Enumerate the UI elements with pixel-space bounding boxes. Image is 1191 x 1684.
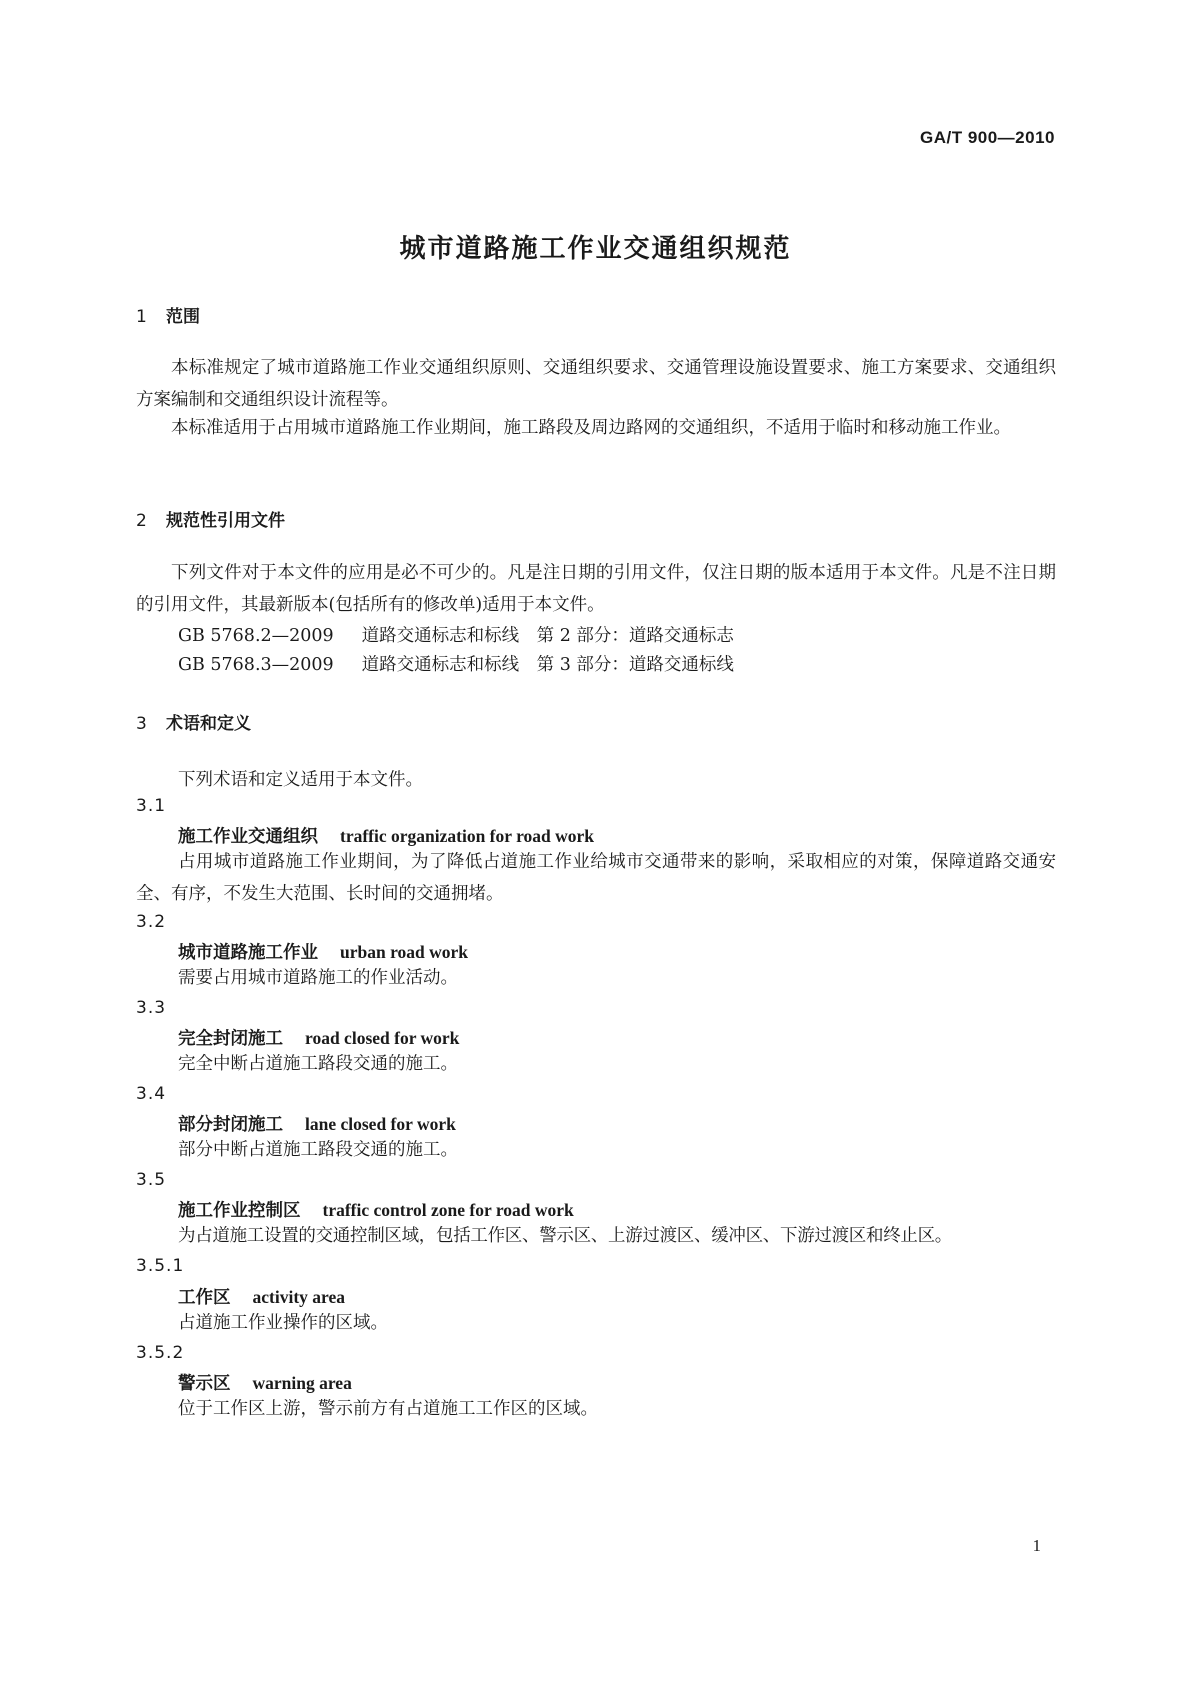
term-number: 3.3: [136, 998, 167, 1018]
term-number: 3.1: [136, 796, 167, 816]
term-heading: [178, 823, 594, 848]
section-2-heading: [136, 506, 285, 531]
term-definition: 占用城市道路施工作业期间，为了降低占道施工作业给城市交通带来的影响，采取相应的对策，保障道路交通安全、有序，不发生大范围、长时间的交通拥堵。: [136, 852, 1056, 904]
term-definition: 占道施工作业操作的区域。: [178, 1313, 388, 1333]
term-en: traffic organization for road work: [340, 826, 595, 846]
term-en: warning area: [252, 1373, 352, 1393]
term-en: activity area: [252, 1287, 345, 1307]
term-cn: 施工作业交通组织: [178, 827, 318, 847]
term-heading: [178, 1197, 574, 1222]
reference-item: [178, 651, 734, 676]
section-number: 1: [136, 307, 147, 327]
term-cn: 施工作业控制区: [178, 1201, 301, 1221]
section-number: 2: [136, 511, 147, 531]
term-heading: [178, 1025, 459, 1050]
section-1-heading: [136, 302, 200, 327]
reference-item: [178, 622, 734, 647]
term-number: 3.4: [136, 1084, 167, 1104]
reference-title: 道路交通标志和标线 第 2 部分：道路交通标志: [361, 626, 734, 646]
term-heading: [178, 1284, 345, 1309]
page-number: 1: [1032, 1536, 1041, 1555]
term-number: 3.5.1: [136, 1256, 185, 1276]
term-number: 3.2: [136, 912, 167, 932]
term-definition: 为占道施工设置的交通控制区域，包括工作区、警示区、上游过渡区、缓冲区、下游过渡区和终止区。: [178, 1226, 952, 1246]
term-en: lane closed for work: [305, 1114, 456, 1134]
term-cn: 警示区: [178, 1374, 231, 1394]
term-cn: 城市道路施工作业: [178, 943, 318, 963]
term-en: traffic control zone for road work: [322, 1200, 574, 1220]
term-number: 3.5: [136, 1170, 167, 1190]
term-en: road closed for work: [305, 1028, 460, 1048]
term-definition: 需要占用城市道路施工的作业活动。: [178, 968, 458, 988]
paragraph: 下列文件对于本文件的应用是必不可少的。凡是注日期的引用文件，仅注日期的版本适用于本文件。凡是不注日期的引用文件，其最新版本(包括所有的修改单)适用于本文件。: [136, 563, 1056, 615]
term-definition: 完全中断占道施工路段交通的施工。: [178, 1054, 458, 1074]
term-heading: [178, 1370, 352, 1395]
term-number: 3.5.2: [136, 1343, 185, 1363]
section-title: 范围: [166, 307, 200, 327]
term-cn: 工作区: [178, 1288, 231, 1308]
paragraph: 本标准规定了城市道路施工作业交通组织原则、交通组织要求、交通管理设施设置要求、施工方案要求、交通组织方案编制和交通组织设计流程等。: [136, 358, 1056, 410]
term-cn: 部分封闭施工: [178, 1115, 283, 1135]
term-en: urban road work: [340, 942, 469, 962]
term-heading: [178, 1111, 456, 1136]
reference-title: 道路交通标志和标线 第 3 部分：道路交通标线: [361, 655, 734, 675]
paragraph: 下列术语和定义适用于本文件。: [178, 770, 423, 790]
standard-number: GA/T 900—2010: [919, 128, 1055, 147]
reference-code: GB 5768.2—2009: [178, 626, 334, 646]
term-cn: 完全封闭施工: [178, 1029, 283, 1049]
document-title: 城市道路施工作业交通组织规范: [399, 234, 792, 264]
term-definition: 部分中断占道施工路段交通的施工。: [178, 1140, 458, 1160]
section-number: 3: [136, 714, 147, 734]
term-heading: [178, 939, 468, 964]
section-title: 规范性引用文件: [166, 511, 285, 531]
paragraph: 本标准适用于占用城市道路施工作业期间，施工路段及周边路网的交通组织，不适用于临时和移动施工作业。: [171, 418, 1011, 438]
term-definition: 位于工作区上游，警示前方有占道施工工作区的区域。: [178, 1399, 598, 1419]
section-title: 术语和定义: [166, 714, 251, 734]
reference-code: GB 5768.3—2009: [178, 655, 334, 675]
section-3-heading: [136, 709, 251, 734]
